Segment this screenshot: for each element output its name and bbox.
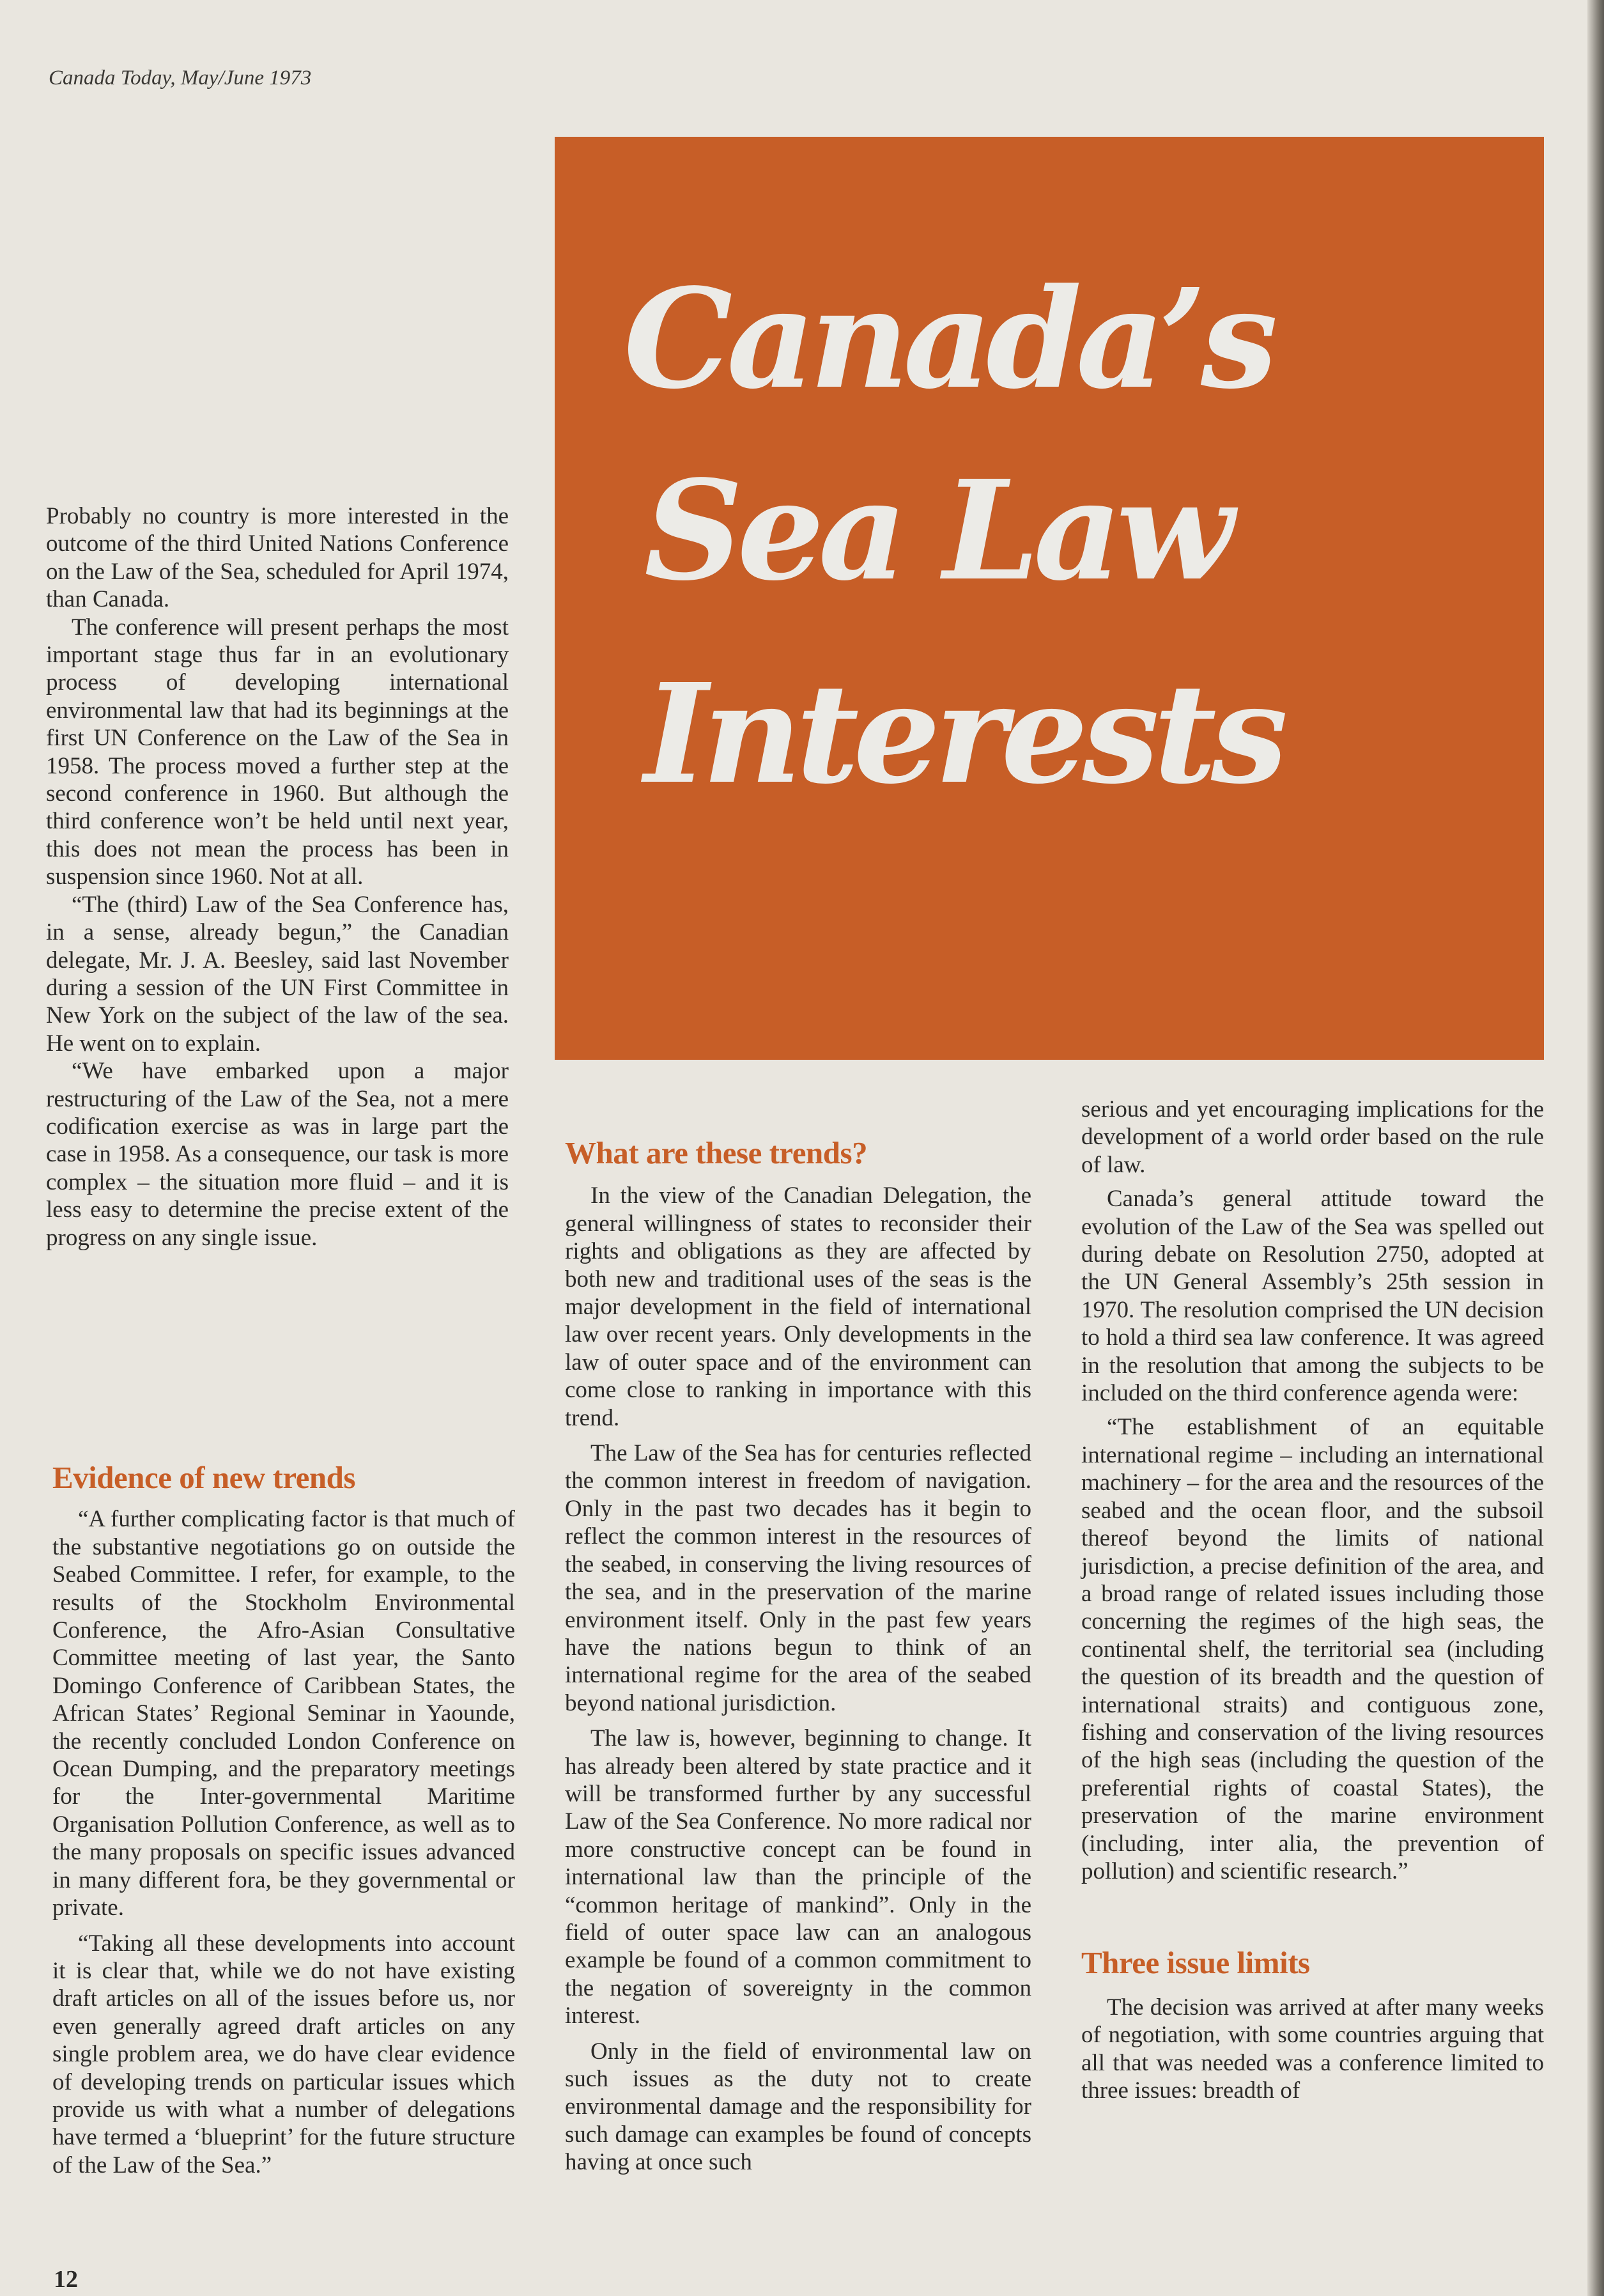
title-line-2: Sea Law	[644, 451, 1229, 611]
limits-heading: Three issue limits	[1081, 1945, 1310, 1981]
trends-heading: What are these trends?	[565, 1135, 868, 1170]
running-head: Canada Today, May/June 1973	[49, 66, 312, 89]
col3-paragraph-3: “The establishment of an equitable international regime – including an international machinery – for the area and the resources of the seabed and the ocean floor, and the subsoil thereof beyond the limits of national jurisdiction, a precise definition of the area, and a broad range of related issues including those concerning the regimes of the high seas, the continental shelf, the territorial sea (including the question of its breadth and the question of international straits) and contiguous zone, fishing and conservation of the living resources of the high seas (including the question of the preferential rights of coastal States), the preservation of the marine environment (including, inter alia, the prevention of pollution) and scientific research.”	[1081, 1414, 1544, 1884]
intro-paragraph-2: The conference will present perhaps the most important stage thus far in an evolutionary process of developing international environmental law that had its beginnings at the first UN Conference on the Law of the Sea in 1958. The process moved a further step at the second conference in 1960. But although the third conference won’t be held until next year, this does not mean the process has been in suspension since 1960. Not at all.	[46, 614, 509, 890]
column-1-evidence	[52, 1460, 515, 2179]
page-number: 12	[54, 2266, 78, 2293]
title-block	[555, 137, 1544, 1060]
column-1-intro	[46, 502, 509, 1252]
trends-paragraph-3: The law is, however, beginning to change. It has already been altered by state practice and it will be transformed further by any successful Law of the Sea Conference. No more radical nor more constructive concept can be found in international law than the principle of the “common heritage of mankind”. Only in the field of outer space law can an analogous example be found of a common commitment to the negation of sovereignty in the common interest.	[565, 1725, 1031, 2029]
intro-paragraph-3: “The (third) Law of the Sea Conference has, in a sense, already begun,” the Canadian delegate, Mr. J. A. Beesley, said last November during a session of the UN First Committee in New York on the subject of the law of the sea. He went on to explain.	[46, 891, 509, 1057]
col3-paragraph-2: Canada’s general attitude toward the evolution of the Law of the Sea was spelled out during debate on Resolution 2750, adopted at the UN General Assembly’s 25th session in 1970. The resolution comprised the UN decision to hold a third sea law conference. It was agreed in the resolution that among the subjects to be included on the third conference agenda were:	[1081, 1186, 1544, 1407]
title-line-3: Interests	[644, 654, 1283, 814]
trends-paragraph-4: Only in the field of environmental law on such issues as the duty not to create environmental damage and the responsibility for such damage can examples be found of concepts having at once such	[565, 2038, 1031, 2176]
trends-paragraph-1: In the view of the Canadian Delegation, the general willingness of states to reconsider their rights and obligations as they are affected by both new and traditional uses of the seas is the major development in the field of international law over recent years. Only developments in the law of outer space and of the environment can come close to ranking in importance with this trend.	[565, 1183, 1031, 1431]
evidence-paragraph-2: “Taking all these developments into account it is clear that, while we do not have existing draft articles on all of the issues before us, nor even generally agreed draft articles on any single problem area, we do have clear evidence of developing trends on particular issues which provide us with what a number of delegations have termed a ‘blueprint’ for the future structure of the Law of the Sea.”	[52, 1930, 515, 2178]
intro-paragraph-1: Probably no country is more interested in the outcome of the third United Nations Conference on the Law of the Sea, scheduled for April 1974, than Canada.	[46, 503, 509, 613]
col3-paragraph-1: serious and yet encouraging implications for the development of a world order based on the rule of law.	[1081, 1096, 1544, 1178]
column-2	[565, 1135, 1031, 2176]
title-line-1: Canada’s	[624, 259, 1272, 419]
evidence-heading: Evidence of new trends	[52, 1460, 355, 1495]
evidence-paragraph-1: “A further complicating factor is that much of the substantive negotiations go on outside the Seabed Committee. I refer, for example, to the results of the Stockholm Environmental Conference, the Afro-Asian Consultative Committee meeting of last year, the Santo Domingo Conference of Caribbean States, the African States’ Regional Seminar in Yaounde, the recently concluded London Conference on Ocean Dumping, and the preparatory meetings for the Inter-governmental Maritime Organisation Pollution Conference, as well as to the many proposals on specific issues advanced in many different fora, be they governmental or private.	[52, 1506, 515, 1921]
intro-paragraph-4: “We have embarked upon a major restructuring of the Law of the Sea, not a mere codification exercise as was in large part the case in 1958. As a consequence, our task is more complex – the situation more fluid – and it is less easy to determine the precise extent of the progress on any single issue.	[46, 1058, 509, 1251]
limits-paragraph-1: The decision was arrived at after many weeks of negotiation, with some countries arguing that all that was needed was a conference limited to three issues: breadth of	[1081, 1994, 1544, 2104]
trends-paragraph-2: The Law of the Sea has for centuries reflected the common interest in freedom of navigation. Only in the past two decades has it begin to reflect the common interest in the resources of the seabed, in conserving the living resources of the sea, and in the preservation of the marine environment itself. Only in the past few years have the nations begun to think of an international regime for the area of the seabed beyond national jurisdiction.	[565, 1440, 1031, 1716]
column-3	[1081, 1096, 1544, 2104]
